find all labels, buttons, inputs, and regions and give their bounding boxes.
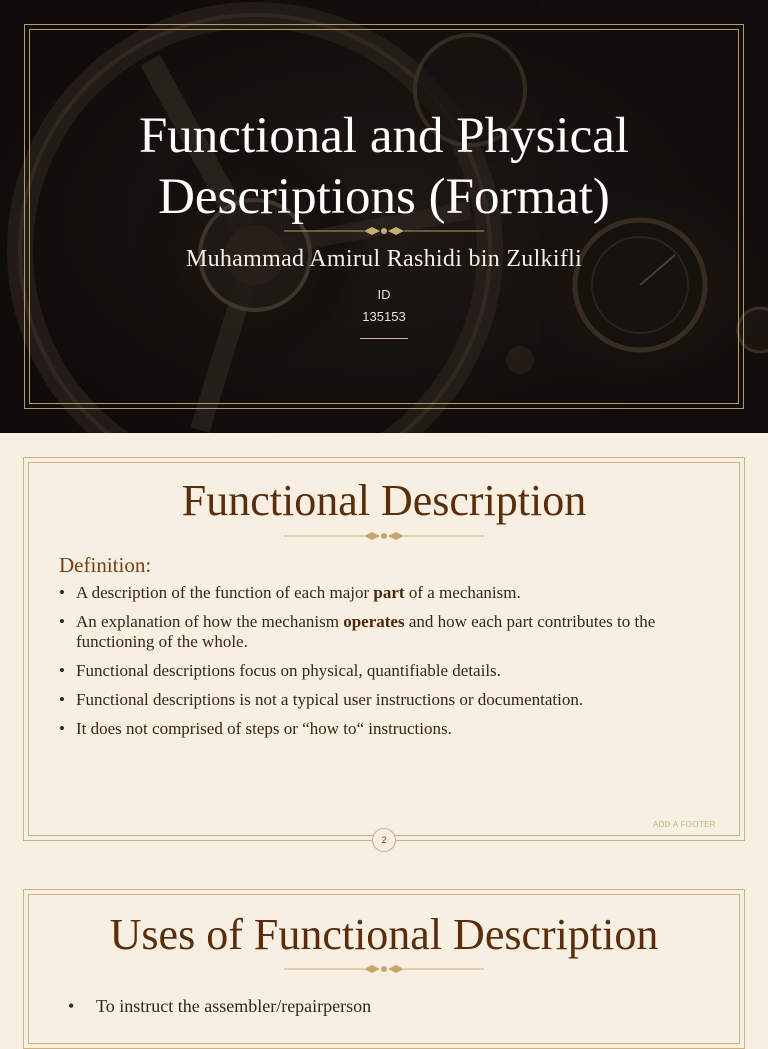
ornament-divider-icon [284, 528, 484, 544]
presentation-title [0, 106, 768, 228]
definition-bullet-list [59, 583, 719, 748]
definition-label: Definition: [59, 553, 152, 577]
bullet-dot: • [59, 583, 65, 602]
slide-footer: ADD A FOOTER [653, 820, 716, 829]
functional-description-slide [0, 433, 768, 881]
list-item: • An explanation of how the mechanism operates and how each part contributes to the functioning of the whole. [59, 612, 656, 651]
uses-of-functional-description-slide [0, 881, 768, 1024]
id-label: ID [377, 287, 391, 302]
bullet-dot: • [59, 661, 65, 680]
bullet-dot: • [59, 690, 65, 709]
ornament-divider-icon [284, 223, 484, 239]
title-line-1: Functional and Physical [138, 108, 630, 164]
list-item: • To instruct the assembler/repairperson [68, 996, 372, 1016]
bullet-dot: • [59, 719, 65, 738]
short-divider [360, 338, 408, 339]
list-item: • Functional descriptions focus on physical, quantifiable details. [59, 661, 501, 680]
title-line-2: Descriptions (Format) [158, 169, 610, 225]
list-item: • It does not comprised of steps or “how to“ instructions. [59, 719, 452, 738]
list-item: • Functional descriptions is not a typical user instructions or documentation. [59, 690, 584, 709]
slide-title: Uses of Functional Description [109, 910, 659, 959]
bullet-dot: • [59, 612, 65, 631]
ornament-divider-icon [284, 961, 484, 977]
author-name: Muhammad Amirul Rashidi bin Zulkifli [185, 246, 583, 272]
list-item: • A description of the function of each major part of a mechanism. [59, 583, 521, 602]
uses-bullet-list [68, 996, 371, 1017]
title-slide [0, 0, 768, 433]
page-number: 2 [372, 828, 396, 852]
id-value: 135153 [362, 309, 406, 324]
slide-title: Functional Description [181, 476, 587, 525]
bullet-dot: • [68, 996, 75, 1016]
